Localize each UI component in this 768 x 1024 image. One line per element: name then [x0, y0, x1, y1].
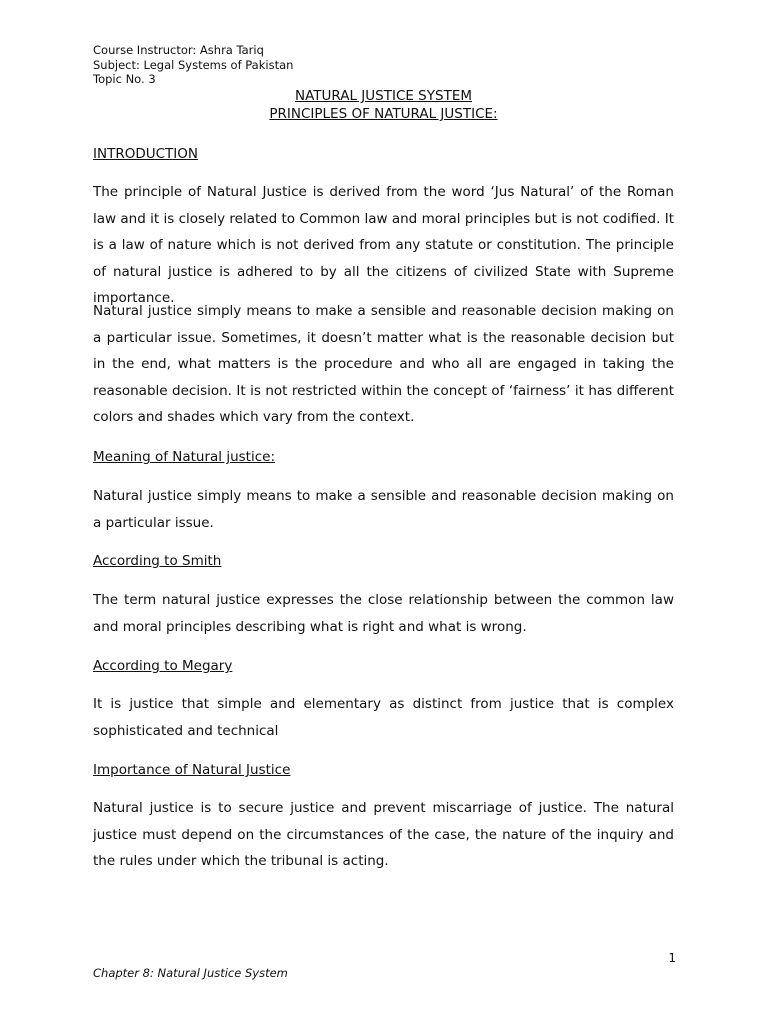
megary-paragraph: It is justice that simple and elementary as distinct from justice that is complex sophisticated and technical	[93, 696, 674, 739]
heading-megary: According to Megary	[93, 658, 233, 674]
heading-introduction: INTRODUCTION	[93, 146, 198, 162]
heading-smith: According to Smith	[93, 553, 222, 569]
heading-importance: Importance of Natural Justice	[93, 762, 291, 778]
topic-number: Topic No. 3	[93, 72, 156, 86]
meaning-paragraph: Natural justice simply means to make a sensible and reasonable decision making on a particular issue.	[93, 488, 674, 531]
course-instructor: Course Instructor: Ashra Tariq	[93, 43, 264, 57]
document-header	[93, 43, 293, 87]
introduction-paragraph-2: Natural justice simply means to make a sensible and reasonable decision making on a particular issue. Sometimes, it doesn’t matter what is the reasonable decision but in the end, what matters is the procedure and who all are engaged in taking the reasonable decision. It is not restricted within the concept of ‘fairness’ it has different colors and shades which vary from the context.	[93, 303, 674, 425]
introduction-paragraph-1: The principle of Natural Justice is derived from the word ‘Jus Natural’ of the Roman law and it is closely related to Common law and moral principles but is not codified. It is a law of nature which is not derived from any statute or constitution. The principle of natural justice is adhered to by all the citizens of civilized State with Supreme importance.	[93, 184, 674, 306]
document-title	[93, 87, 674, 123]
importance-paragraph: Natural justice is to secure justice and prevent miscarriage of justice. The natural justice must depend on the circumstances of the case, the nature of the inquiry and the rules under which the tribunal is acting.	[93, 800, 674, 869]
title-line-1: NATURAL JUSTICE SYSTEM	[294, 88, 472, 104]
page-footer: Chapter 8: Natural Justice System	[93, 966, 288, 980]
smith-paragraph: The term natural justice expresses the close relationship between the common law and moral principles describing what is right and what is wrong.	[93, 592, 674, 635]
subject-line: Subject: Legal Systems of Pakistan	[93, 57, 294, 72]
page-number: 1	[668, 951, 676, 965]
title-line-2: PRINCIPLES OF NATURAL JUSTICE:	[269, 106, 498, 122]
heading-meaning: Meaning of Natural justice:	[93, 449, 275, 465]
